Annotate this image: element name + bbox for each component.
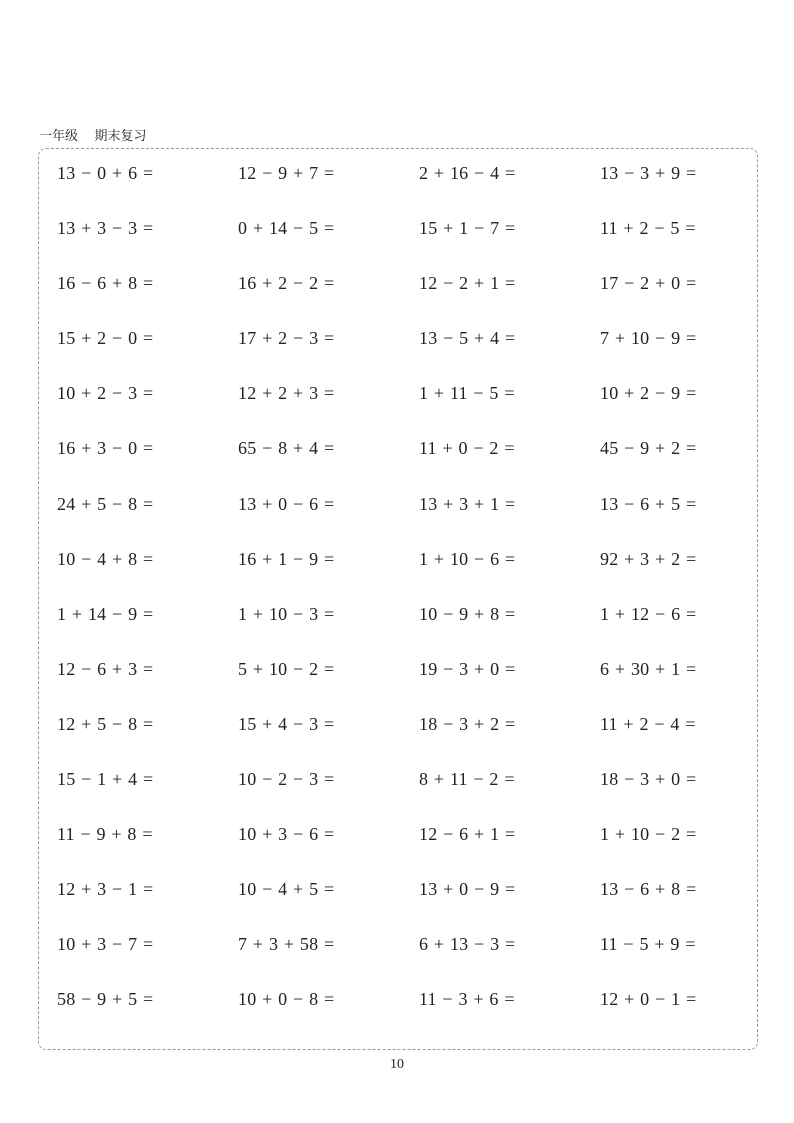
math-problem: 16 + 1 − 9 =: [238, 548, 335, 569]
math-problem: 10 − 4 + 5 =: [238, 879, 335, 900]
math-problem: 10 − 4 + 8 =: [57, 548, 154, 569]
math-problem: 11 + 2 − 5 =: [600, 218, 696, 239]
math-problem: 2 + 16 − 4 =: [419, 163, 516, 183]
math-problem: 65 − 8 + 4 =: [238, 438, 335, 459]
math-problem: 13 − 3 + 9 =: [600, 163, 697, 183]
math-problem: 12 + 5 − 8 =: [57, 713, 154, 734]
math-problem: 11 + 0 − 2 =: [419, 438, 515, 459]
math-problem: 11 − 9 + 8 =: [57, 824, 153, 845]
math-problem: 15 + 2 − 0 =: [57, 328, 154, 349]
math-problem: 12 + 0 − 1 =: [600, 989, 697, 1010]
math-problem: 5 + 10 − 2 =: [238, 658, 335, 679]
math-problem: 10 + 0 − 8 =: [238, 989, 335, 1010]
math-problem: 13 − 6 + 5 =: [600, 493, 697, 514]
math-problem: 13 + 0 − 9 =: [419, 879, 516, 900]
math-problem: 13 + 3 − 3 =: [57, 218, 154, 239]
math-problem: 11 − 5 + 9 =: [600, 934, 696, 955]
math-problem: 92 + 3 + 2 =: [600, 548, 697, 569]
math-problem: 15 + 1 − 7 =: [419, 218, 516, 239]
math-problem: 12 − 2 + 1 =: [419, 273, 516, 294]
worksheet-header: 一年级 期末复习: [39, 129, 147, 144]
math-problem: 18 − 3 + 0 =: [600, 769, 697, 790]
math-problem: 10 + 2 − 3 =: [57, 383, 154, 404]
math-problem: 12 + 3 − 1 =: [57, 879, 154, 900]
math-problem: 0 + 14 − 5 =: [238, 218, 335, 239]
math-problem: 13 − 5 + 4 =: [419, 328, 516, 349]
math-problem: 16 + 3 − 0 =: [57, 438, 154, 459]
math-problem: 12 − 6 + 1 =: [419, 824, 516, 845]
math-problem: 6 + 30 + 1 =: [600, 658, 697, 679]
math-problem: 16 + 2 − 2 =: [238, 273, 335, 294]
math-problem: 1 + 12 − 6 =: [600, 603, 697, 624]
math-problem: 13 + 0 − 6 =: [238, 493, 335, 514]
problem-grid: [57, 160, 737, 1042]
math-problem: 7 + 3 + 58 =: [238, 934, 335, 955]
math-problem: 13 + 3 + 1 =: [419, 493, 516, 514]
math-problem: 10 − 9 + 8 =: [419, 603, 516, 624]
math-problem: 7 + 10 − 9 =: [600, 328, 697, 349]
math-problem: 58 − 9 + 5 =: [57, 989, 154, 1010]
math-problem: 11 − 3 + 6 =: [419, 989, 515, 1010]
math-problem: 1 + 10 − 6 =: [419, 548, 516, 569]
math-problem: 1 + 10 − 2 =: [600, 824, 697, 845]
math-problem: 13 − 6 + 8 =: [600, 879, 697, 900]
math-problem: 24 + 5 − 8 =: [57, 493, 154, 514]
math-problem: 10 + 2 − 9 =: [600, 383, 697, 404]
math-problem: 12 + 2 + 3 =: [238, 383, 335, 404]
math-problem: 13 − 0 + 6 =: [57, 163, 154, 183]
math-problem: 10 + 3 − 7 =: [57, 934, 154, 955]
math-problem: 1 + 10 − 3 =: [238, 603, 335, 624]
math-problem: 17 + 2 − 3 =: [238, 328, 335, 349]
math-problem: 12 − 6 + 3 =: [57, 658, 154, 679]
math-problem: 1 + 14 − 9 =: [57, 603, 154, 624]
math-problem: 16 − 6 + 8 =: [57, 273, 154, 294]
page-number: 10: [390, 1057, 404, 1072]
math-problem: 15 − 1 + 4 =: [57, 769, 154, 790]
math-problem: 1 + 11 − 5 =: [419, 383, 515, 404]
math-problem: 10 + 3 − 6 =: [238, 824, 335, 845]
math-problem: 45 − 9 + 2 =: [600, 438, 697, 459]
math-problem: 17 − 2 + 0 =: [600, 273, 697, 294]
math-problem: 10 − 2 − 3 =: [238, 769, 335, 790]
math-problem: 8 + 11 − 2 =: [419, 769, 515, 790]
math-problem: 6 + 13 − 3 =: [419, 934, 516, 955]
math-problem: 12 − 9 + 7 =: [238, 163, 335, 183]
math-problem: 18 − 3 + 2 =: [419, 713, 516, 734]
math-problem: 15 + 4 − 3 =: [238, 713, 335, 734]
math-problem: 11 + 2 − 4 =: [600, 713, 696, 734]
math-problem: 19 − 3 + 0 =: [419, 658, 516, 679]
